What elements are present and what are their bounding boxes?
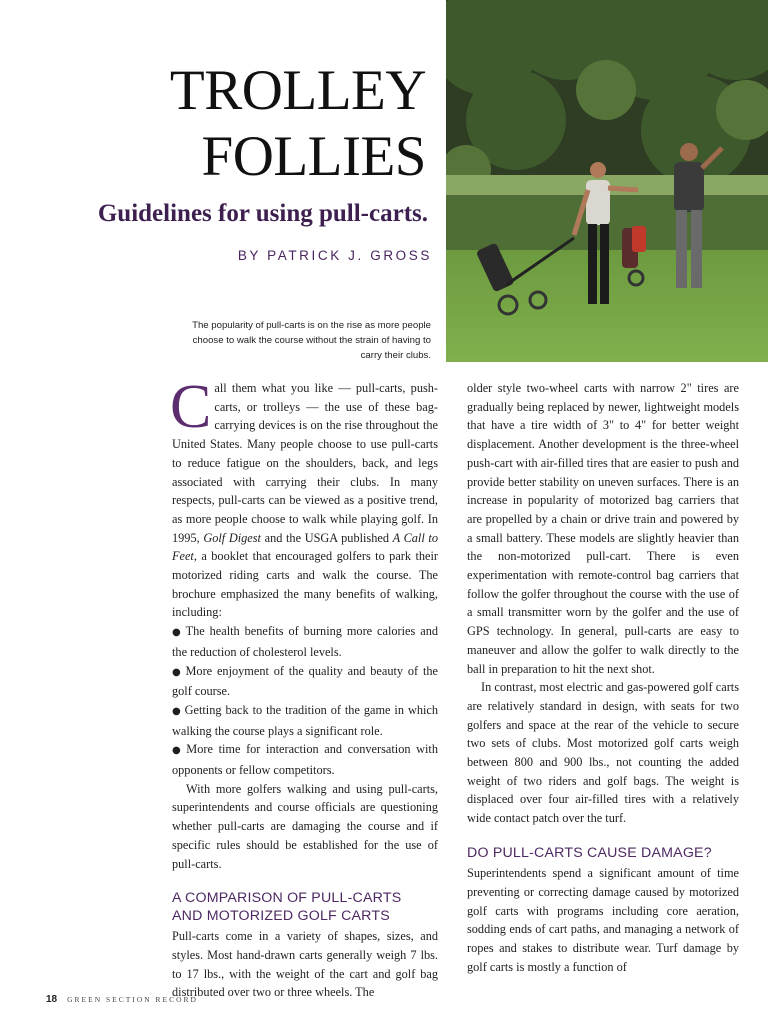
- paragraph: In contrast, most electric and gas-powered golf carts are relatively standard in design, with seats for two golfers and space at the rear of the vehicle to secure two sets of clubs. Most motorized golf carts weigh between 800 and 900 lbs., not counting the added weight of two riders and golf bags. The weight is displaced over four air-filled tires with a relatively wide contact patch over the turf.: [467, 680, 739, 826]
- paragraph-intro: [170, 373, 438, 622]
- article-column-1: [170, 373, 438, 1002]
- journal-name: GREEN SECTION RECORD: [67, 995, 198, 1004]
- list-item: ● More time for interaction and conversation with opponents or fellow competitors.: [172, 742, 438, 778]
- paragraph: Pull-carts come in a variety of shapes, sizes, and styles. Most hand-drawn carts generally weigh 7 lbs. to 17 lbs., with the weight of the cart and golf bag distributed over two or three wheels. The: [172, 929, 438, 1000]
- drop-cap: C: [170, 373, 212, 441]
- golfers-with-pull-carts-photo: [446, 0, 768, 362]
- list-item: ● The health benefits of burning more calories and the reduction of cholesterol levels.: [172, 624, 438, 659]
- page-number: 18: [46, 994, 58, 1005]
- section-heading-comparison: A COMPARISON OF PULL-CARTS AND MOTORIZED GOLF CARTS: [172, 890, 402, 924]
- section-heading-damage: DO PULL-CARTS CAUSE DAMAGE?: [467, 844, 712, 861]
- article-byline: BY PATRICK J. GROSS: [237, 248, 432, 263]
- paragraph: Superintendents spend a significant amount of time preventing or correcting damage caused by motorized golf carts with programs including core aeration, sodding ends of cart paths, and managing a network of ropes and stakes to distribute wear. Turf damage by golf carts is mostly a function of: [467, 866, 739, 974]
- paragraph: older style two-wheel carts with narrow 2" tires are gradually being replaced by newer, lightweight models that have a tire width of 3" to 4" for better weight displacement. Another development is the three-wheel push-cart with air-filled tires that are easier to push and provide better stability on uneven surfaces. There is an increase in popularity of motorized bag carriers that are propelled by a chain or drive train and powered by a small battery. These models are slightly heavier than the non-motorized pull-cart. There is even experimentation with remote-control bag carriers that follow the golfer throughout the course with the use of a small transmitter worn by the golfer and the use of GPS technology. In general, pull-carts are easy to maneuver and allow the golfer to walk directly to the ball in preparation to hit the next shot.: [467, 381, 739, 676]
- article-subtitle: Guidelines for using pull-carts.: [97, 200, 428, 227]
- bullet-icon: ●: [172, 745, 184, 757]
- photo-illustration: [446, 0, 768, 362]
- booklet-title: A Call to Feet: [172, 530, 438, 564]
- bullet-icon: ●: [172, 627, 183, 639]
- intro-text-mid: and the USGA published: [264, 530, 389, 545]
- bullet-icon: ●: [172, 666, 183, 678]
- article-title-line-2: FOLLIES: [201, 125, 426, 188]
- intro-text-end: , a booklet that encouraged golfers to park their motorized riding carts and walk the course. The brochure emphasized the many benefits of walking, including:: [172, 549, 438, 620]
- bullet-icon: ●: [172, 705, 182, 717]
- list-item: ● Getting back to the tradition of the game in which walking the course plays a significant role.: [172, 702, 438, 738]
- list-item: ● More enjoyment of the quality and beauty of the golf course.: [172, 663, 438, 699]
- article-title-line-1: TROLLEY: [169, 59, 426, 122]
- paragraph: With more golfers walking and using pull-carts, superintendents and course officials are questioning whether pull-carts are damaging the course and if specific rules should be established for the use of pull-carts.: [172, 781, 438, 871]
- publication-title: Golf Digest: [203, 530, 261, 545]
- page-footer: [46, 989, 198, 1007]
- article-column-2: [467, 379, 739, 977]
- photo-caption: The popularity of pull-carts is on the rise as more people choose to walk the course without the strain of having to carry their clubs.: [192, 320, 431, 361]
- intro-text: all them what you like — pull-carts, push-carts, or trolleys — the use of these bag-carrying devices is on the rise throughout the United States. Many people choose to use pull-carts to reduce fatigue on the shoulders, back, and legs associated with carrying their clubs. In many respects, pull-carts can be viewed as a positive trend, as more people choose to walk while playing golf. In 1995,: [172, 381, 438, 545]
